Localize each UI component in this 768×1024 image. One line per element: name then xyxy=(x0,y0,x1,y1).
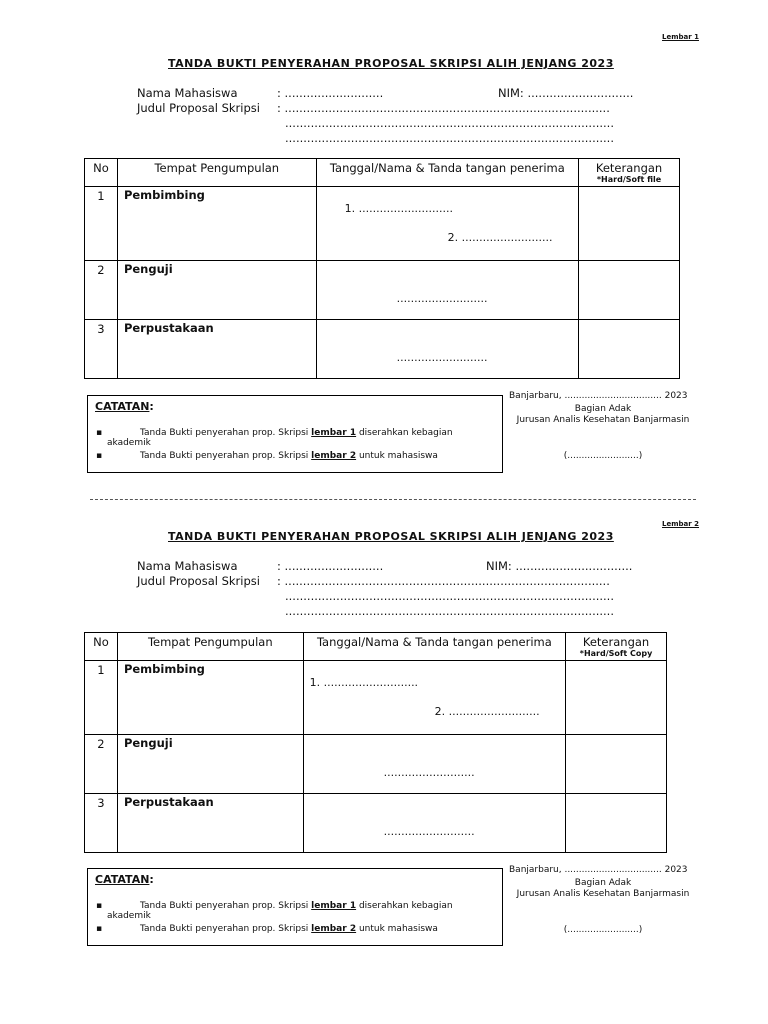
nama-label: Nama Mahasiswa xyxy=(137,86,238,100)
signature-cell[interactable] xyxy=(303,661,565,735)
keterangan-cell[interactable] xyxy=(566,735,667,794)
catatan-box: CATATAN: ▪ Tanda Bukti penyerahan prop. Skripsi lembar 1 diserahkan kebagian akademik ▪ Tanda Bukti penyerahan prop. Skripsi lembar 2 untuk mahasiswa xyxy=(87,395,503,473)
table-row xyxy=(85,187,680,261)
keterangan-cell[interactable] xyxy=(579,320,680,379)
cut-line xyxy=(90,499,696,500)
catatan-heading: CATATAN: xyxy=(95,400,154,413)
signature-line[interactable]: .......................... xyxy=(383,766,475,779)
table-row xyxy=(85,794,667,853)
row-tempat: Perpustakaan xyxy=(123,795,214,809)
row-tempat: Perpustakaan xyxy=(123,321,214,335)
row-no: 3 xyxy=(97,796,105,810)
header-tempat: Tempat Pengumpulan xyxy=(154,161,280,175)
office-label: Bagian Adak xyxy=(574,878,632,888)
table-row xyxy=(85,261,680,320)
table-row xyxy=(85,735,667,794)
catatan-box: CATATAN: ▪ Tanda Bukti penyerahan prop. Skripsi lembar 1 diserahkan kebagian akademik ▪ Tanda Bukti penyerahan prop. Skripsi lembar 2 untuk mahasiswa xyxy=(87,868,503,946)
header-tempat: Tempat Pengumpulan xyxy=(147,635,273,649)
judul-label: Judul Proposal Skripsi xyxy=(137,574,260,588)
department-label: Jurusan Analis Kesehatan Banjarmasin xyxy=(516,889,690,899)
judul-field-line-2[interactable]: .......................................................................................... xyxy=(285,589,614,603)
judul-field-line-3[interactable]: .......................................................................................... xyxy=(285,604,614,618)
signature-cell[interactable] xyxy=(316,187,578,261)
signature-cell[interactable] xyxy=(303,735,565,794)
place-date[interactable]: Banjarbaru, .................................. 2023 xyxy=(509,865,688,875)
header-keterangan: Keterangan xyxy=(582,635,650,649)
form-title: TANDA BUKTI PENYERAHAN PROPOSAL SKRIPSI ALIH JENJANG 2023 xyxy=(168,530,614,543)
signature-line-2[interactable]: 2. .......................... xyxy=(434,705,540,718)
judul-label: Judul Proposal Skripsi xyxy=(137,101,260,115)
signature-cell[interactable] xyxy=(316,320,578,379)
office-label: Bagian Adak xyxy=(574,404,632,414)
table-row xyxy=(85,320,680,379)
header-keterangan-note: *Hard/Soft Copy xyxy=(579,649,653,658)
header-no: No xyxy=(93,635,109,649)
signature-blank[interactable]: (.........................) xyxy=(563,451,643,461)
judul-field-line-2[interactable]: .......................................................................................... xyxy=(285,116,614,130)
sheet-label: Lembar 2 xyxy=(662,520,699,528)
row-tempat: Penguji xyxy=(123,736,173,750)
table-row xyxy=(85,661,667,735)
signature-line-1[interactable]: 1. ........................... xyxy=(309,676,419,689)
row-no: 2 xyxy=(97,263,105,277)
row-tempat: Pembimbing xyxy=(123,662,205,676)
signature-cell[interactable] xyxy=(316,261,578,320)
nim-field[interactable]: NIM: ................................ xyxy=(486,559,633,573)
row-no: 3 xyxy=(97,322,105,336)
header-no: No xyxy=(93,161,109,175)
judul-field-line-1[interactable]: : ......................................................................................... xyxy=(277,101,610,115)
bullet-icon: ▪ xyxy=(96,924,103,934)
nim-field[interactable]: NIM: ............................. xyxy=(498,86,634,100)
bullet-icon: ▪ xyxy=(96,901,103,911)
signature-line[interactable]: .......................... xyxy=(383,825,475,838)
signature-cell[interactable] xyxy=(303,794,565,853)
nama-field[interactable]: : ........................... xyxy=(277,86,384,100)
header-keterangan: Keterangan xyxy=(595,161,663,175)
place-date[interactable]: Banjarbaru, .................................. 2023 xyxy=(509,391,688,401)
row-tempat: Penguji xyxy=(123,262,173,276)
bullet-icon: ▪ xyxy=(96,451,103,461)
signature-line[interactable]: .......................... xyxy=(396,351,488,364)
row-no: 1 xyxy=(97,663,105,677)
header-tanggal: Tanggal/Nama & Tanda tangan penerima xyxy=(329,161,565,175)
signature-blank[interactable]: (.........................) xyxy=(563,925,643,935)
catatan-heading: CATATAN: xyxy=(95,873,154,886)
row-tempat: Pembimbing xyxy=(123,188,205,202)
row-no: 2 xyxy=(97,737,105,751)
submission-table xyxy=(84,632,667,853)
judul-field-line-1[interactable]: : ......................................................................................... xyxy=(277,574,610,588)
nama-label: Nama Mahasiswa xyxy=(137,559,238,573)
row-no: 1 xyxy=(97,189,105,203)
keterangan-cell[interactable] xyxy=(566,661,667,735)
keterangan-cell[interactable] xyxy=(579,261,680,320)
table-header-row xyxy=(85,633,667,661)
form-title: TANDA BUKTI PENYERAHAN PROPOSAL SKRIPSI ALIH JENJANG 2023 xyxy=(168,57,614,70)
keterangan-cell[interactable] xyxy=(566,794,667,853)
header-tanggal: Tanggal/Nama & Tanda tangan penerima xyxy=(316,635,552,649)
keterangan-cell[interactable] xyxy=(579,187,680,261)
header-keterangan-note: *Hard/Soft file xyxy=(596,175,662,184)
submission-table xyxy=(84,158,680,379)
signature-line[interactable]: .......................... xyxy=(396,292,488,305)
department-label: Jurusan Analis Kesehatan Banjarmasin xyxy=(516,415,690,425)
signature-line-1[interactable]: 1. ........................... xyxy=(344,202,454,215)
signature-line-2[interactable]: 2. .......................... xyxy=(447,231,553,244)
judul-field-line-3[interactable]: .......................................................................................... xyxy=(285,131,614,145)
sheet-label: Lembar 1 xyxy=(662,33,699,41)
nama-field[interactable]: : ........................... xyxy=(277,559,384,573)
bullet-icon: ▪ xyxy=(96,428,103,438)
table-header-row xyxy=(85,159,680,187)
